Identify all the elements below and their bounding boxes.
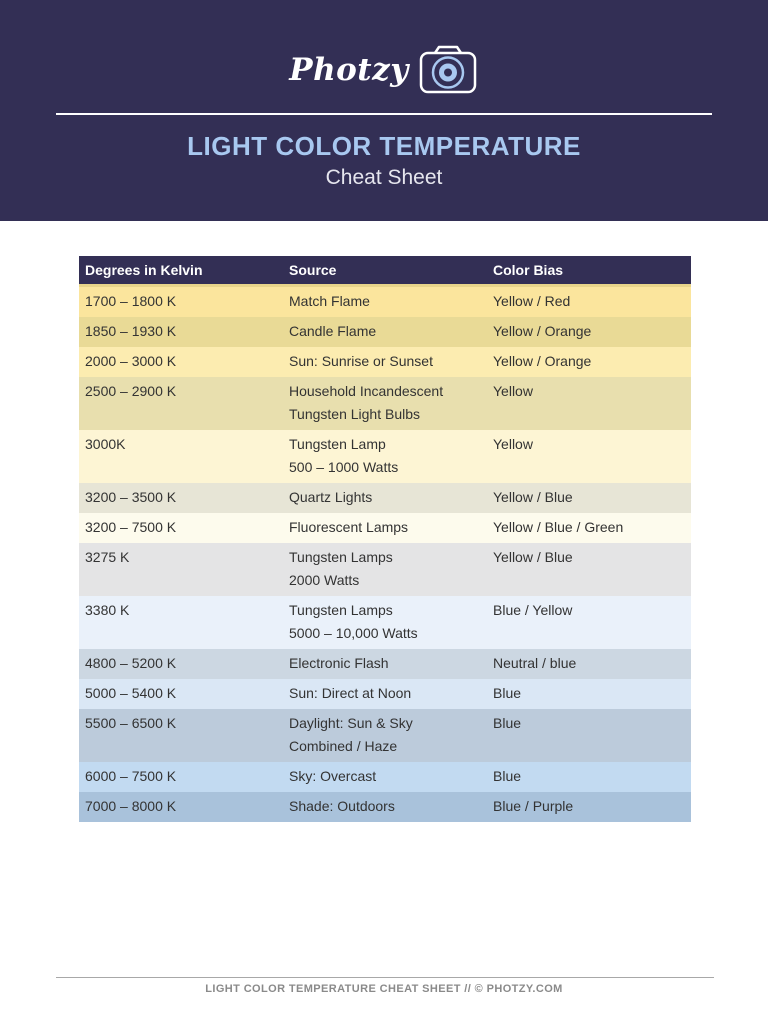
- table-row: [79, 483, 691, 513]
- source-line: Household Incandescent: [289, 383, 444, 399]
- source-line: Shade: Outdoors: [289, 798, 395, 814]
- table-row: [79, 377, 691, 430]
- brand-name: Photzy: [289, 52, 409, 88]
- color-bias-cell: Blue: [493, 715, 522, 731]
- header-divider: [56, 113, 712, 115]
- source-cell: [283, 287, 487, 317]
- column-header-color-bias: Color Bias: [493, 262, 564, 278]
- kelvin-cell: 3275 K: [85, 549, 130, 565]
- source-line: Match Flame: [289, 293, 370, 309]
- table-row: [79, 792, 691, 822]
- source-cell: [283, 430, 487, 483]
- table-header: [79, 256, 691, 287]
- table-row: [79, 317, 691, 347]
- kelvin-cell: 6000 – 7500 K: [85, 768, 177, 784]
- kelvin-cell: 3200 – 7500 K: [85, 519, 177, 535]
- kelvin-cell: 3000K: [85, 436, 126, 452]
- kelvin-cell: 3380 K: [85, 602, 130, 618]
- source-line: 2000 Watts: [289, 572, 360, 588]
- table-row: [79, 679, 691, 709]
- source-cell: [283, 596, 487, 649]
- color-bias-cell: Yellow / Orange: [493, 353, 592, 369]
- source-line: Sun: Direct at Noon: [289, 685, 412, 701]
- color-bias-cell: Yellow: [493, 383, 533, 399]
- source-cell: [283, 762, 487, 792]
- color-bias-cell: Yellow / Red: [493, 293, 571, 309]
- source-line: Tungsten Lamps: [289, 602, 393, 618]
- table-row: [79, 649, 691, 679]
- source-cell: [283, 513, 487, 543]
- source-line: Tungsten Lamps: [289, 549, 393, 565]
- page-title: LIGHT COLOR TEMPERATURE: [187, 131, 581, 161]
- table-row: [79, 543, 691, 596]
- source-line: Daylight: Sun & Sky: [289, 715, 413, 731]
- color-bias-cell: Blue / Purple: [493, 798, 574, 814]
- color-temperature-table: [79, 256, 691, 822]
- camera-icon: [417, 44, 479, 96]
- kelvin-cell: 7000 – 8000 K: [85, 798, 177, 814]
- source-line: Tungsten Light Bulbs: [289, 406, 421, 422]
- source-cell: [283, 792, 487, 822]
- color-bias-cell: Yellow / Blue: [493, 489, 573, 505]
- source-line: 500 – 1000 Watts: [289, 459, 399, 475]
- kelvin-cell: 4800 – 5200 K: [85, 655, 177, 671]
- kelvin-cell: 2500 – 2900 K: [85, 383, 177, 399]
- source-cell: [283, 347, 487, 377]
- table-body: [79, 287, 691, 822]
- source-line: Sun: Sunrise or Sunset: [289, 353, 433, 369]
- source-cell: [283, 649, 487, 679]
- page-footer: LIGHT COLOR TEMPERATURE CHEAT SHEET // © PHOTZY.COM: [205, 983, 563, 995]
- table-row: [79, 709, 691, 762]
- source-line: Sky: Overcast: [289, 768, 377, 784]
- color-bias-cell: Blue: [493, 685, 522, 701]
- page-header: [0, 0, 768, 221]
- table-row: [79, 430, 691, 483]
- source-line: Electronic Flash: [289, 655, 389, 671]
- color-bias-cell: Neutral / blue: [493, 655, 577, 671]
- color-bias-cell: Yellow / Blue: [493, 549, 573, 565]
- kelvin-cell: 5000 – 5400 K: [85, 685, 177, 701]
- source-cell: [283, 543, 487, 596]
- source-line: Candle Flame: [289, 323, 377, 339]
- source-cell: [283, 317, 487, 347]
- source-line: Fluorescent Lamps: [289, 519, 409, 535]
- kelvin-cell: 5500 – 6500 K: [85, 715, 177, 731]
- footer-divider: [56, 977, 714, 978]
- source-cell: [283, 483, 487, 513]
- table-row: [79, 596, 691, 649]
- table-row: [79, 287, 691, 317]
- source-cell: [283, 377, 487, 430]
- column-header-source: Source: [289, 262, 337, 278]
- color-bias-cell: Blue / Yellow: [493, 602, 573, 618]
- source-cell: [283, 679, 487, 709]
- source-line: 5000 – 10,000 Watts: [289, 625, 418, 641]
- table-row: [79, 347, 691, 377]
- column-header-kelvin: Degrees in Kelvin: [85, 262, 203, 278]
- kelvin-cell: 2000 – 3000 K: [85, 353, 177, 369]
- kelvin-cell: 1850 – 1930 K: [85, 323, 177, 339]
- kelvin-cell: 3200 – 3500 K: [85, 489, 177, 505]
- source-line: Quartz Lights: [289, 489, 373, 505]
- color-bias-cell: Yellow / Blue / Green: [493, 519, 624, 535]
- table-row: [79, 513, 691, 543]
- color-bias-cell: Yellow / Orange: [493, 323, 592, 339]
- color-bias-cell: Yellow: [493, 436, 533, 452]
- color-bias-cell: Blue: [493, 768, 522, 784]
- kelvin-cell: 1700 – 1800 K: [85, 293, 177, 309]
- source-line: Tungsten Lamp: [289, 436, 386, 452]
- source-cell: [283, 709, 487, 762]
- brand-logo: [0, 40, 768, 100]
- source-line: Combined / Haze: [289, 738, 398, 754]
- table-row: [79, 762, 691, 792]
- page-subtitle: Cheat Sheet: [325, 166, 443, 189]
